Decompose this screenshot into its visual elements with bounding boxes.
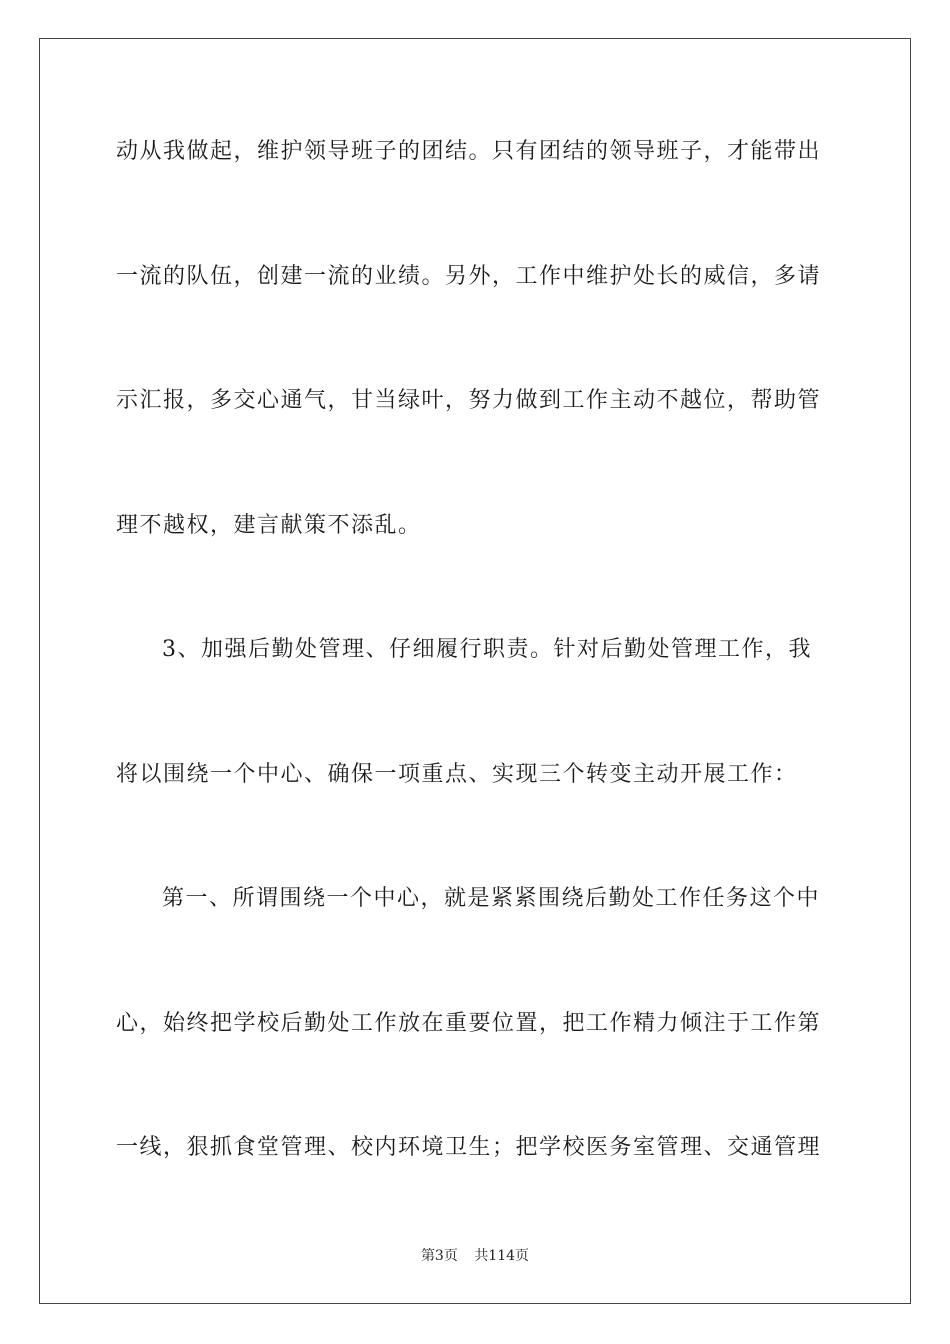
text-line-8: 心，始终把学校后勤处工作放在重要位置，把工作精力倾注于工作第	[116, 1011, 822, 1036]
text-line-9: 一线，狠抓食堂管理、校内环境卫生；把学校医务室管理、交通管理	[116, 1135, 822, 1160]
total-pages: 共114页	[474, 1248, 530, 1264]
text-line-6: 将以围绕一个中心、确保一项重点、实现三个转变主动开展工作：	[116, 762, 798, 787]
text-line-2: 一流的队伍，创建一流的业绩。另外，工作中维护处长的威信，多请	[116, 264, 822, 289]
text-line-7: 第一、所谓围绕一个中心，就是紧紧围绕后勤处工作任务这个中	[162, 886, 821, 911]
text-line-4: 理不越权，建言献策不添乱。	[116, 513, 422, 538]
current-page-number: 第3页	[420, 1248, 458, 1264]
page-footer	[0, 1247, 950, 1265]
text-line-1: 动从我做起，维护领导班子的团结。只有团结的领导班子，才能带出	[116, 139, 822, 164]
text-line-3: 示汇报，多交心通气，甘当绿叶，努力做到工作主动不越位，帮助管	[116, 388, 822, 413]
page-frame	[39, 38, 911, 1304]
text-line-5: 3、加强后勤处管理、仔细履行职责。针对后勤处管理工作，我	[162, 637, 812, 662]
